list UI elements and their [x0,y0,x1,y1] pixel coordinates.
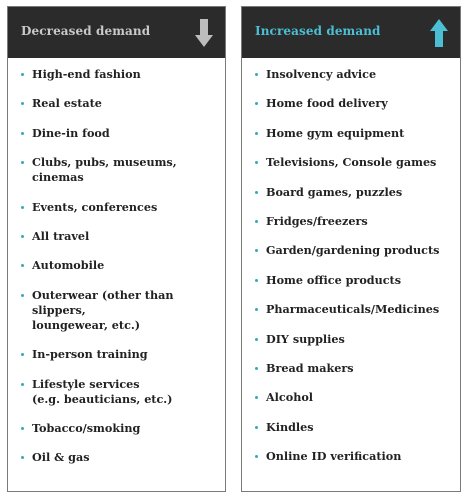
list-item [8,347,225,362]
bullet-icon [21,73,24,76]
list-item-label: Home office products [266,272,402,287]
list-item [8,96,225,111]
bullet-icon [21,383,24,386]
bullet-icon [21,427,24,430]
list-item-label: Online ID verification [266,449,402,464]
bullet-icon [255,455,258,458]
list-item-label: Real estate [32,96,102,111]
bullet-icon [21,264,24,267]
list-item-label: Tobacco/smoking [32,420,141,435]
list-item-label: DIY supplies [266,331,345,346]
arrow-down-icon [195,19,213,47]
arrow-up-icon [430,19,448,47]
list-item [242,185,460,200]
list-item [8,421,225,436]
bullet-icon [255,396,258,399]
list-item-label: In-person training [32,347,148,362]
list-item-label: Dine-in food [32,125,110,140]
bullet-icon [255,308,258,311]
bullet-icon [21,294,24,297]
list-item-label: Outerwear (other than slippers, loungewear, etc.) [32,287,174,332]
bullet-icon [255,249,258,252]
bullet-icon [255,161,258,164]
list-item [8,450,225,465]
list-item [8,200,225,215]
decreased-demand-header [8,7,225,58]
bullet-icon [255,426,258,429]
list-item [242,390,460,405]
list-item [242,155,460,170]
list-item [242,273,460,288]
list-item [8,229,225,244]
list-item [242,302,460,317]
bullet-icon [255,102,258,105]
bullet-icon [21,206,24,209]
list-item-label: Insolvency advice [266,67,377,81]
list-item-label: Lifestyle services (e.g. beauticians, etc.) [32,376,173,406]
bullet-icon [21,132,24,135]
bullet-icon [255,191,258,194]
bullet-icon [255,73,258,76]
list-item-label: Home food delivery [266,96,388,111]
list-item-label: Automobile [32,258,105,273]
list-item-label: Events, conferences [32,199,158,214]
bullet-icon [255,132,258,135]
list-item-label: Alcohol [266,390,314,405]
bullet-icon [21,102,24,105]
increased-demand-panel [241,6,461,492]
list-item [8,288,225,333]
list-item-label: Bread makers [266,360,354,375]
list-item [8,377,225,407]
decreased-demand-title: Decreased demand [21,24,151,38]
bullet-icon [21,353,24,356]
list-item [242,449,460,464]
bullet-icon [21,456,24,459]
list-item [242,67,460,82]
decreased-demand-panel [7,6,226,492]
list-item [8,258,225,273]
list-item-label: Home gym equipment [266,125,405,140]
bullet-icon [21,161,24,164]
list-item-label: Pharmaceuticals/Medicines [266,302,440,317]
decreased-demand-list [8,67,225,480]
bullet-icon [255,367,258,370]
list-item-label: Board games, puzzles [266,184,403,199]
list-item [242,126,460,141]
list-item-label: Kindles [266,419,314,434]
increased-demand-title: Increased demand [255,24,381,38]
list-item [242,96,460,111]
list-item [8,155,225,185]
list-item [242,332,460,347]
list-item-label: High-end fashion [32,67,141,81]
bullet-icon [255,220,258,223]
list-item-label: Televisions, Console games [266,155,437,170]
bullet-icon [21,235,24,238]
list-item [8,67,225,82]
list-item [242,361,460,376]
list-item [242,214,460,229]
list-item-label: Garden/gardening products [266,243,440,258]
list-item-label: Oil & gas [32,450,90,465]
increased-demand-list [242,67,460,478]
list-item-label: All travel [32,228,90,243]
bullet-icon [255,279,258,282]
bullet-icon [255,338,258,341]
list-item-label: Fridges/freezers [266,213,368,228]
list-item-label: Clubs, pubs, museums, cinemas [32,155,177,185]
list-item [8,126,225,141]
list-item [242,243,460,258]
list-item [242,420,460,435]
increased-demand-header [242,7,460,58]
